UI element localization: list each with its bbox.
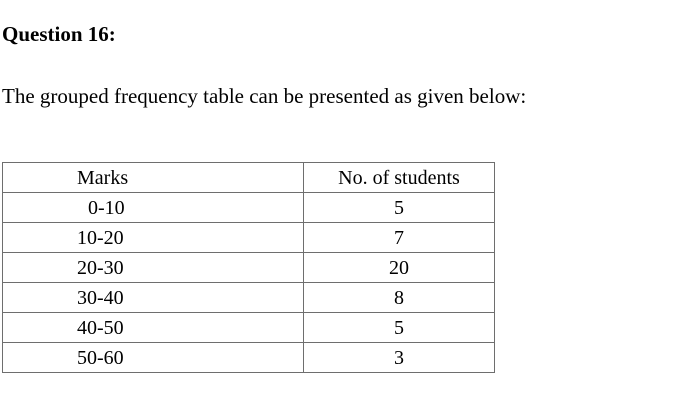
table-row <box>3 193 495 223</box>
students-cell: 20 <box>304 253 495 283</box>
marks-cell: 30-40 <box>3 283 304 313</box>
students-cell: 3 <box>304 343 495 373</box>
marks-cell: 50-60 <box>3 343 304 373</box>
question-intro-text: The grouped frequency table can be presented as given below: <box>2 84 527 108</box>
table-row <box>3 313 495 343</box>
table-header-row <box>3 163 495 193</box>
question-heading: Question 16: <box>2 22 116 46</box>
table-row <box>3 253 495 283</box>
table-row <box>3 283 495 313</box>
marks-column-header: Marks <box>3 163 304 193</box>
marks-cell: 10-20 <box>3 223 304 253</box>
students-cell: 7 <box>304 223 495 253</box>
frequency-table <box>2 162 495 373</box>
marks-cell: 40-50 <box>3 313 304 343</box>
marks-cell: 0-10 <box>3 193 304 223</box>
students-cell: 5 <box>304 193 495 223</box>
students-column-header: No. of students <box>304 163 495 193</box>
marks-cell: 20-30 <box>3 253 304 283</box>
students-cell: 8 <box>304 283 495 313</box>
table-row <box>3 223 495 253</box>
table-row <box>3 343 495 373</box>
students-cell: 5 <box>304 313 495 343</box>
